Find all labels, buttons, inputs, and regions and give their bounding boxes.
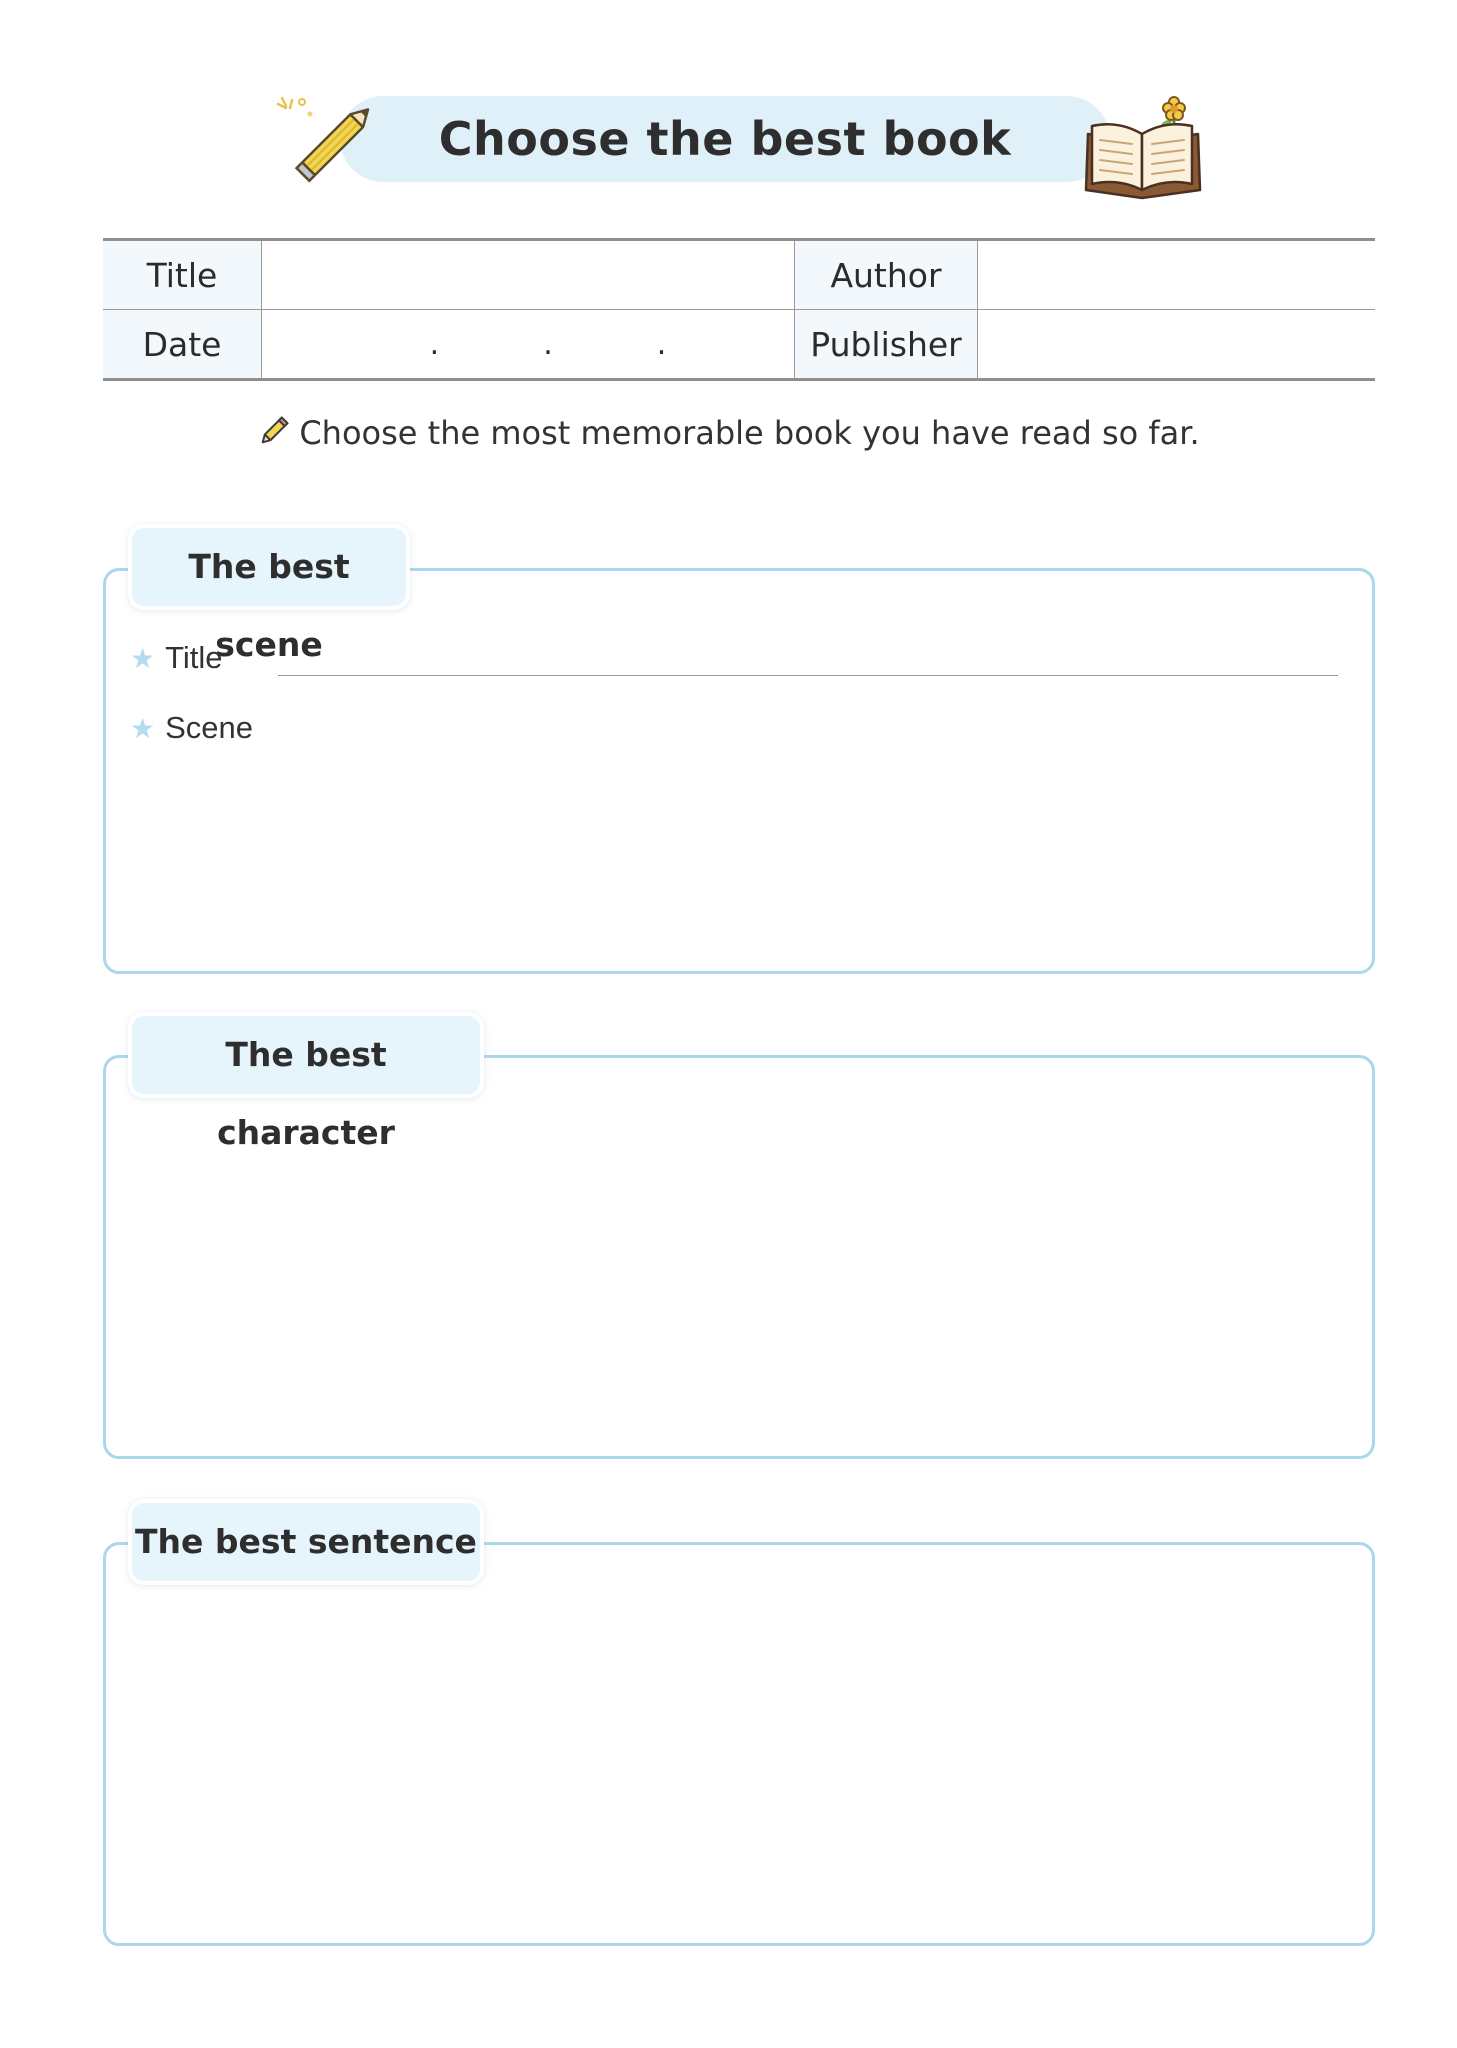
- pencil-icon: [257, 414, 291, 448]
- date-separator: .: [656, 326, 667, 362]
- author-label: Author: [795, 240, 978, 310]
- page-title: Choose the best book: [438, 112, 1012, 166]
- best-character-tab: The best character: [132, 1016, 480, 1094]
- best-sentence-box[interactable]: [103, 1542, 1375, 1946]
- title-label: Title: [103, 240, 262, 310]
- scene-title-input-line[interactable]: [278, 675, 1338, 676]
- date-separator: .: [429, 326, 440, 362]
- date-separators: [262, 327, 794, 362]
- pencil-icon: [272, 94, 382, 194]
- instruction: [0, 414, 1457, 452]
- star-icon: ★: [130, 643, 156, 674]
- best-sentence-tab: The best sentence: [132, 1503, 480, 1581]
- date-label: Date: [103, 310, 262, 380]
- instruction-text: Choose the most memorable book you have read so far.: [299, 414, 1200, 452]
- author-field[interactable]: [978, 240, 1376, 310]
- title-field[interactable]: [262, 240, 795, 310]
- date-separator: .: [543, 326, 553, 362]
- table-row: [103, 310, 1375, 380]
- publisher-label: Publisher: [795, 310, 978, 380]
- scene-description-row: [130, 710, 253, 746]
- best-scene-tab: The best scene: [132, 528, 406, 606]
- book-info-table: [103, 238, 1375, 381]
- star-icon: ★: [130, 713, 156, 744]
- date-field[interactable]: [262, 310, 795, 380]
- scene-title-label: Title: [165, 640, 223, 675]
- publisher-field[interactable]: [978, 310, 1376, 380]
- scene-title-row: [130, 640, 223, 676]
- open-book-icon: [1082, 90, 1210, 202]
- scene-description-label: Scene: [165, 710, 254, 745]
- table-row: [103, 240, 1375, 310]
